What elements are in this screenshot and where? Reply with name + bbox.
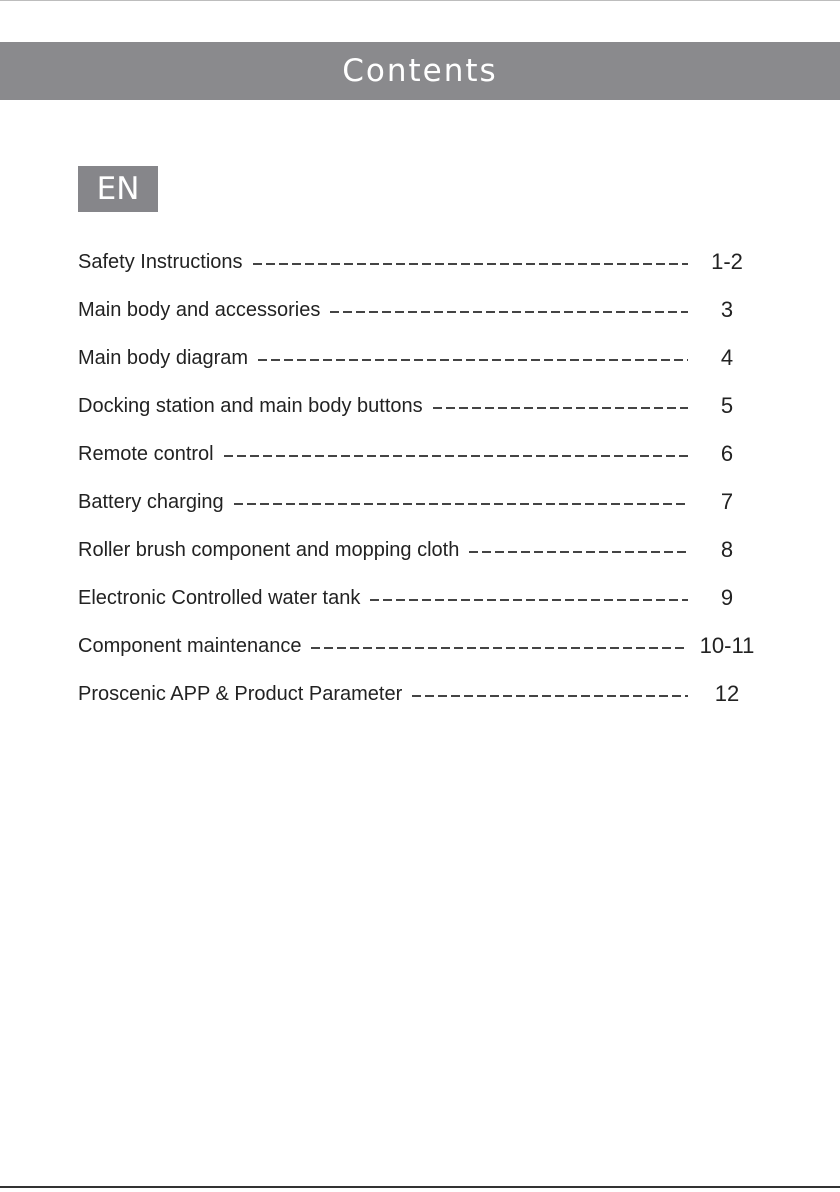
bottom-border-line [0, 1186, 840, 1188]
toc-entry-water-tank[interactable] [78, 574, 758, 622]
toc-entry-title: Main body diagram [78, 346, 249, 369]
toc-entry-page: 10-11 [699, 633, 755, 658]
toc-entry-main-body-diagram[interactable] [78, 334, 758, 382]
toc-entry-title: Main body and accessories [78, 298, 321, 321]
toc-entry-page: 4 [720, 345, 734, 370]
toc-entry-title: Component maintenance [78, 634, 302, 657]
toc-dash-leader [412, 695, 688, 697]
toc-entry-title: Battery charging [78, 490, 224, 513]
toc-dash-leader [433, 407, 688, 409]
toc-entry-title: Remote control [78, 442, 214, 465]
toc-entry-page: 5 [720, 393, 734, 418]
toc-entry-safety-instructions[interactable] [78, 238, 758, 286]
toc-entry-remote-control[interactable] [78, 430, 758, 478]
toc-dash-leader [234, 503, 688, 505]
page-title: Contents [342, 53, 498, 89]
contents-header-band [0, 42, 840, 100]
toc-entry-title: Docking station and main body buttons [78, 394, 423, 417]
toc-entry-page: 1-2 [711, 249, 743, 274]
toc-entry-page: 7 [720, 489, 734, 514]
language-badge: EN [78, 166, 158, 212]
toc-entry-title: Safety Instructions [78, 250, 243, 273]
toc-entry-component-maintenance[interactable] [78, 622, 758, 670]
toc-dash-leader [258, 359, 688, 361]
toc-entry-page: 6 [720, 441, 734, 466]
toc-entry-page: 12 [714, 681, 740, 706]
toc-entry-docking-station-buttons[interactable] [78, 382, 758, 430]
toc-dash-leader [253, 263, 688, 265]
toc-dash-leader [224, 455, 688, 457]
toc-entry-page: 8 [720, 537, 734, 562]
toc-entry-main-body-accessories[interactable] [78, 286, 758, 334]
toc-dash-leader [330, 311, 688, 313]
table-of-contents [78, 238, 758, 718]
toc-dash-leader [469, 551, 688, 553]
toc-entry-title: Electronic Controlled water tank [78, 586, 361, 609]
toc-entry-battery-charging[interactable] [78, 478, 758, 526]
toc-entry-page: 3 [720, 297, 734, 322]
toc-dash-leader [311, 647, 688, 649]
toc-dash-leader [370, 599, 688, 601]
toc-entry-app-product-parameter[interactable] [78, 670, 758, 718]
toc-entry-page: 9 [720, 585, 734, 610]
toc-entry-title: Roller brush component and mopping cloth [78, 538, 460, 561]
top-border-line [0, 0, 840, 1]
toc-entry-title: Proscenic APP & Product Parameter [78, 682, 403, 705]
toc-entry-roller-brush-mopping-cloth[interactable] [78, 526, 758, 574]
